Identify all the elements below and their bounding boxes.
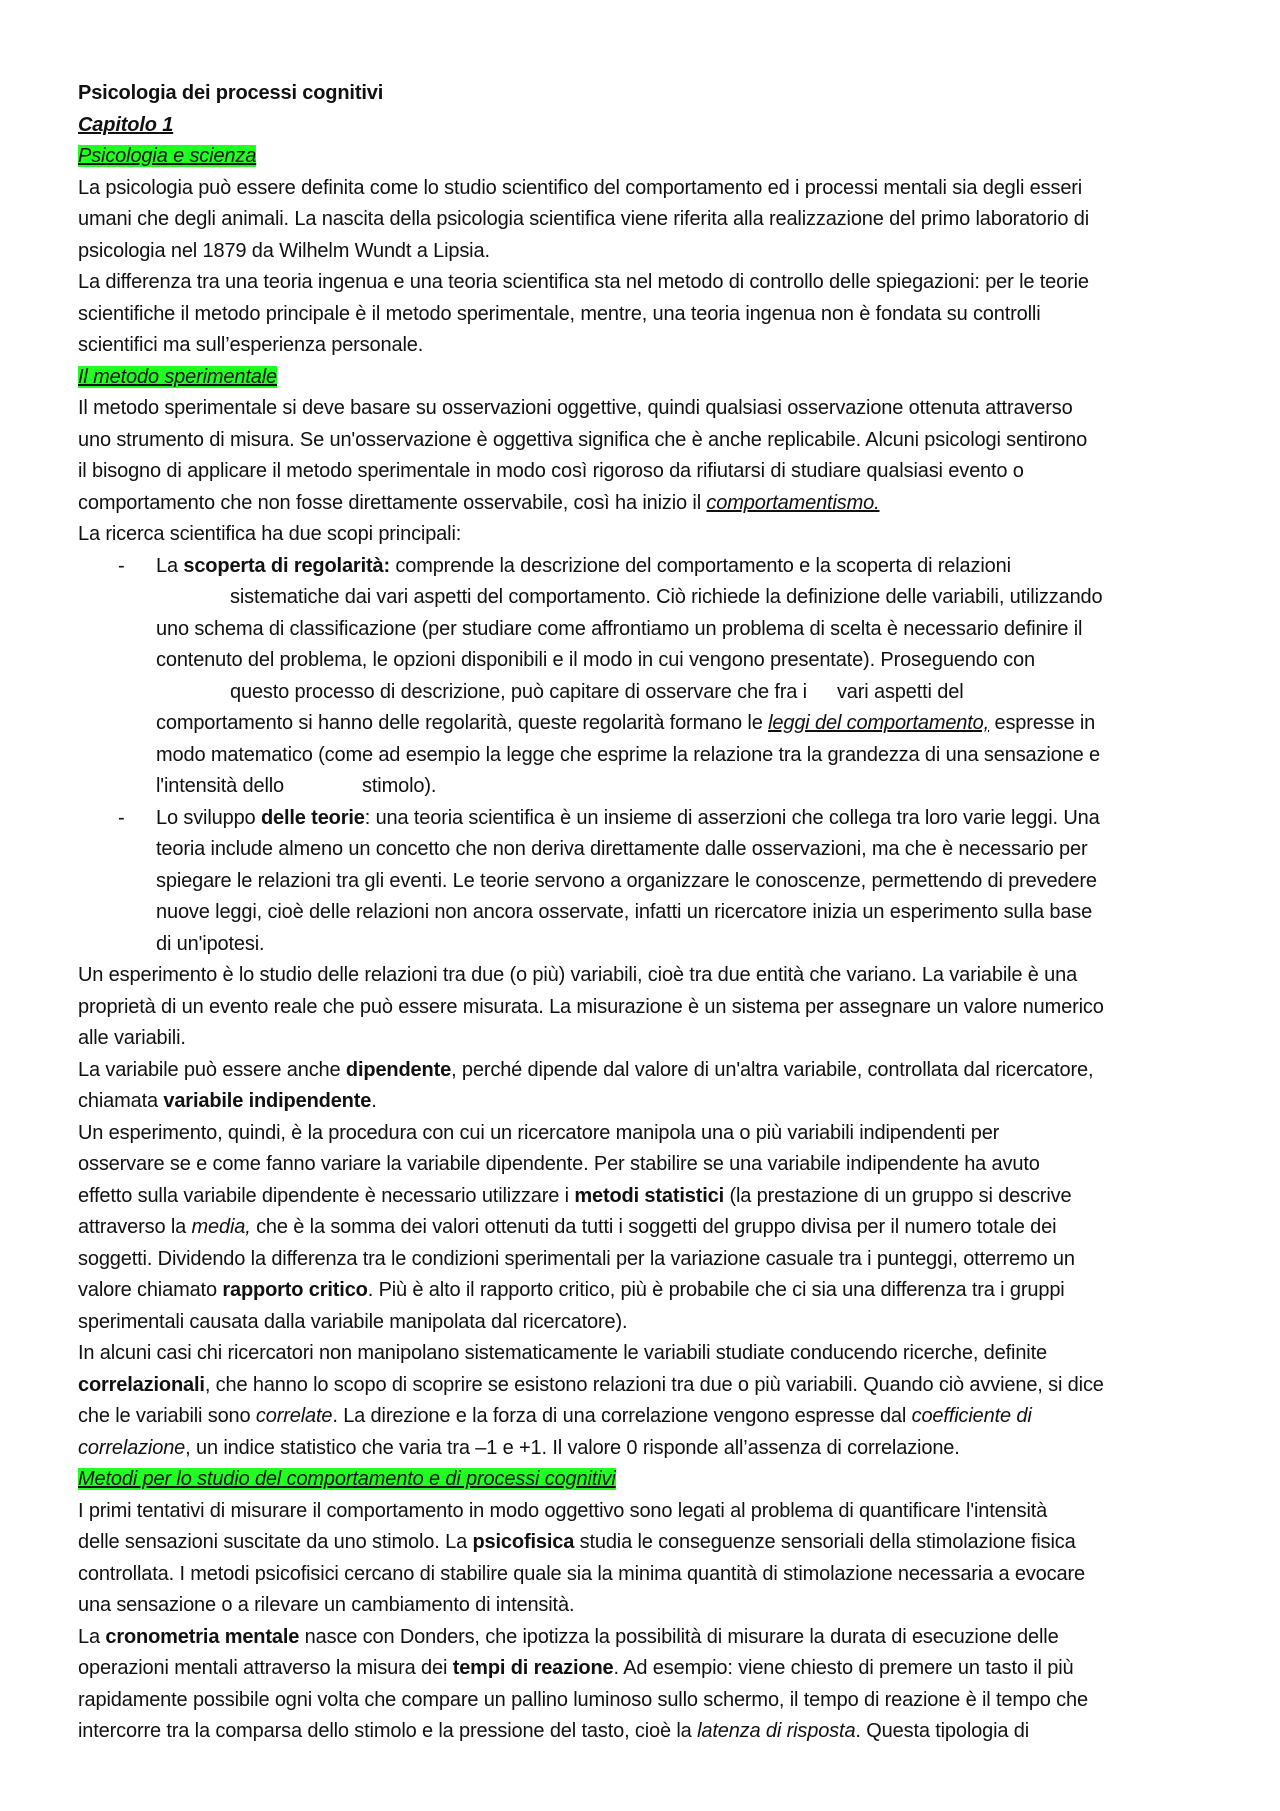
term-cronometria-mentale: cronometria mentale bbox=[105, 1625, 300, 1648]
text-run: La variabile può essere anche bbox=[78, 1058, 346, 1081]
text-run: effetto sulla variabile dipendente è necessario utilizzare i bbox=[78, 1184, 575, 1207]
paragraph-line: In alcuni casi chi ricercatori non manipolano sistematicamente le variabili studiate conducendo ricerche, definite bbox=[78, 1342, 1047, 1364]
text-run: . Ad esempio: viene chiesto di premere un tasto il più bbox=[613, 1657, 1074, 1679]
paragraph-line: controllata. I metodi psicofisici cercano di stabilire quale sia la minima quantità di stimolazione necessaria a evocare bbox=[78, 1562, 1085, 1585]
paragraph-line bbox=[78, 1622, 1223, 1654]
bullet-item-teorie bbox=[78, 803, 1223, 835]
paragraph-line: La differenza tra una teoria ingenua e una teoria scientifica sta nel metodo di controllo delle spiegazioni: per le teorie bbox=[78, 271, 1089, 293]
text-run: comportamento che non fosse direttamente osservabile, così ha inizio il bbox=[78, 491, 707, 514]
text-run: attraverso la bbox=[78, 1216, 192, 1238]
paragraph-line bbox=[78, 488, 1223, 520]
paragraph-line: Un esperimento è lo studio delle relazioni tra due (o più) variabili, cioè tra due entità che variano. La variabile è una bbox=[78, 964, 1078, 986]
text-run: La bbox=[78, 1625, 106, 1648]
text-run: . bbox=[371, 1090, 377, 1112]
paragraph-line: osservare se e come fanno variare la variabile dipendente. Per stabilire se una variabile indipendente ha avuto bbox=[78, 1153, 1040, 1175]
text-run: nasce con Donders, che ipotizza la possibilità di misurare la durata di esecuzione delle bbox=[299, 1625, 1059, 1648]
paragraph-line: scientifiche il metodo principale è il metodo sperimentale, mentre, una teoria ingenua non è fondata su controlli bbox=[78, 302, 1041, 325]
term-media: media, bbox=[191, 1216, 251, 1238]
paragraph-line bbox=[78, 1401, 1223, 1433]
text-run: comprende la descrizione del comportamento e la scoperta di relazioni bbox=[389, 554, 1011, 577]
paragraph-line: teoria include almeno un concetto che non deriva direttamente dalle osservazioni, ma che è necessario per bbox=[156, 838, 1088, 860]
bullet-dash: - bbox=[118, 806, 125, 829]
paragraph-line: modo matematico (come ad esempio la legge che esprime la relazione tra la grandezza di una sensazione e bbox=[156, 743, 1100, 766]
paragraph-line bbox=[78, 1433, 1223, 1465]
term-leggi-comportamento: leggi del comportamento, bbox=[768, 712, 990, 734]
text-run: , un indice statistico che varia tra –1 e +1. Il valore 0 risponde all’assenza di correlazione. bbox=[185, 1436, 960, 1459]
paragraph-line bbox=[78, 1370, 1223, 1402]
paragraph-line: La psicologia può essere definita come lo studio scientifico del comportamento ed i processi mentali sia degli esseri bbox=[78, 176, 1083, 199]
paragraph-line: soggetti. Dividendo la differenza tra le condizioni sperimentali per la variazione casuale tra i punteggi, otterremo un bbox=[78, 1247, 1075, 1270]
text-run: . Questa tipologia di bbox=[855, 1720, 1030, 1742]
text-run: stimolo). bbox=[362, 775, 437, 797]
text-run: delle sensazioni suscitate da uno stimolo. La bbox=[78, 1531, 473, 1553]
paragraph-line bbox=[78, 1275, 1223, 1307]
text-run: questo processo di descrizione, può capitare di osservare che fra i bbox=[230, 680, 807, 703]
bullet-item-regolarita bbox=[78, 551, 1223, 583]
paragraph-line: proprietà di un evento reale che può essere misurata. La misurazione è un sistema per assegnare un valore numerico bbox=[78, 995, 1104, 1018]
term-tempi-reazione: tempi di reazione bbox=[452, 1657, 614, 1679]
paragraph-line: spiegare le relazioni tra gli eventi. Le teorie servono a organizzare le conoscenze, permettendo di prevedere bbox=[156, 869, 1097, 892]
paragraph-line: La ricerca scientifica ha due scopi principali: bbox=[78, 523, 462, 545]
text-run: che le variabili sono bbox=[78, 1405, 256, 1427]
text-run: operazioni mentali attraverso la misura dei bbox=[78, 1657, 453, 1679]
chapter-heading: Capitolo 1 bbox=[78, 113, 174, 136]
text-run: comportamento si hanno delle regolarità, queste regolarità formano le bbox=[156, 712, 769, 734]
paragraph-line: umani che degli animali. La nascita della psicologia scientifica viene riferita alla realizzazione del primo laboratorio di bbox=[78, 208, 1089, 230]
term-correlazione: correlazione bbox=[78, 1436, 186, 1459]
term-metodi-statistici: metodi statistici bbox=[574, 1184, 725, 1207]
text-run: . Più è alto il rapporto critico, più è probabile che ci sia una differenza tra i gruppi bbox=[367, 1279, 1065, 1301]
text-run: La bbox=[156, 554, 184, 577]
paragraph-line bbox=[78, 1055, 1223, 1087]
paragraph-line bbox=[78, 1527, 1223, 1559]
paragraph-line: uno schema di classificazione (per studiare come affrontiamo un problema di scelta è necessario definire il bbox=[156, 617, 1083, 640]
text-run: studia le conseguenze sensoriali della stimolazione fisica bbox=[574, 1531, 1076, 1553]
paragraph-line: uno strumento di misura. Se un'osservazione è oggettiva significa che è anche replicabile. Alcuni psicologi sentirono bbox=[78, 428, 1088, 451]
term-scoperta-regolarita: scoperta di regolarità: bbox=[183, 554, 390, 577]
text-run: l'intensità dello bbox=[156, 775, 285, 797]
section-heading-metodi-studio: Metodi per lo studio del comportamento e di processi cognitivi bbox=[78, 1468, 616, 1490]
paragraph-line: nuove leggi, cioè delle relazioni non ancora osservate, infatti un ricercatore inizia un esperimento sulla base bbox=[156, 901, 1093, 923]
term-rapporto-critico: rapporto critico bbox=[222, 1279, 368, 1301]
text-run: , che hanno lo scopo di scoprire se esistono relazioni tra due o più variabili. Quando ciò avviene, si dice bbox=[204, 1373, 1104, 1396]
paragraph-line: contenuto del problema, le opzioni disponibili e il modo in cui vengono presentate). Proseguendo con bbox=[156, 649, 1035, 671]
text-run: (la prestazione di un gruppo si descrive bbox=[724, 1184, 1072, 1207]
term-dipendente: dipendente bbox=[345, 1058, 452, 1081]
section-heading-psicologia-e-scienza: Psicologia e scienza bbox=[78, 145, 257, 167]
paragraph-line bbox=[78, 708, 1223, 740]
document-title: Psicologia dei processi cognitivi bbox=[78, 82, 384, 104]
paragraph-line: I primi tentativi di misurare il comportamento in modo oggettivo sono legati al problema di quantificare l'intensità bbox=[78, 1499, 1048, 1522]
term-delle-teorie: delle teorie bbox=[260, 806, 365, 829]
text-run: Lo sviluppo bbox=[156, 806, 261, 829]
section-heading-metodo-sperimentale: Il metodo sperimentale bbox=[78, 365, 278, 388]
text-run: valore chiamato bbox=[78, 1279, 223, 1301]
paragraph-line bbox=[78, 771, 1223, 803]
paragraph-line: alle variabili. bbox=[78, 1027, 186, 1049]
paragraph-line: di un'ipotesi. bbox=[156, 932, 265, 955]
term-variabile-indipendente: variabile indipendente bbox=[163, 1090, 372, 1112]
term-latenza-risposta: latenza di risposta bbox=[697, 1720, 856, 1742]
term-comportamentismo: comportamentismo. bbox=[706, 491, 880, 514]
paragraph-line bbox=[78, 1086, 1223, 1118]
paragraph-line: scientifici ma sull’esperienza personale. bbox=[78, 334, 424, 356]
paragraph-line: il bisogno di applicare il metodo sperimentale in modo così rigoroso da rifiutarsi di studiare qualsiasi evento o bbox=[78, 460, 1024, 482]
text-run: chiamata bbox=[78, 1090, 164, 1112]
bullet-dash: - bbox=[118, 554, 125, 577]
text-run: espresse in bbox=[989, 712, 1096, 734]
paragraph-line bbox=[78, 1212, 1223, 1244]
term-correlate: correlate bbox=[255, 1405, 333, 1427]
paragraph-line bbox=[78, 1653, 1223, 1685]
paragraph-line: psicologia nel 1879 da Wilhelm Wundt a Lipsia. bbox=[78, 239, 490, 262]
paragraph-line: una sensazione o a rilevare un cambiamento di intensità. bbox=[78, 1594, 575, 1616]
document-page bbox=[78, 78, 1223, 1748]
paragraph-line bbox=[78, 677, 1223, 709]
text-run: , perché dipende dal valore di un'altra variabile, controllata dal ricercatore, bbox=[451, 1058, 1094, 1081]
text-run: vari aspetti del bbox=[836, 680, 964, 703]
paragraph-line bbox=[78, 1181, 1223, 1213]
text-run: intercorre tra la comparsa dello stimolo e la pressione del tasto, cioè la bbox=[78, 1720, 698, 1742]
paragraph-line bbox=[78, 1716, 1223, 1748]
text-run: : una teoria scientifica è un insieme di asserzioni che collega tra loro varie leggi. Una bbox=[364, 806, 1100, 829]
paragraph-line: sperimentali causata dalla variabile manipolata dal ricercatore). bbox=[78, 1310, 628, 1333]
term-psicofisica: psicofisica bbox=[472, 1531, 575, 1553]
term-coefficiente: coefficiente di bbox=[911, 1405, 1032, 1427]
paragraph-line: sistematiche dai vari aspetti del comportamento. Ciò richiede la definizione delle variabili, utilizzando bbox=[230, 586, 1103, 608]
paragraph-line: Il metodo sperimentale si deve basare su osservazioni oggettive, quindi qualsiasi osservazione ottenuta attraverso bbox=[78, 397, 1073, 419]
text-run: che è la somma dei valori ottenuti da tutti i soggetti del gruppo divisa per il numero totale dei bbox=[250, 1216, 1057, 1238]
term-correlazionali: correlazionali bbox=[78, 1373, 205, 1396]
paragraph-line: rapidamente possibile ogni volta che compare un pallino luminoso sullo schermo, il tempo di reazione è il tempo che bbox=[78, 1688, 1088, 1711]
paragraph-line: Un esperimento, quindi, è la procedura con cui un ricercatore manipola una o più variabili indipendenti per bbox=[78, 1121, 1000, 1144]
text-run: . La direzione e la forza di una correlazione vengono espresse dal bbox=[332, 1405, 912, 1427]
